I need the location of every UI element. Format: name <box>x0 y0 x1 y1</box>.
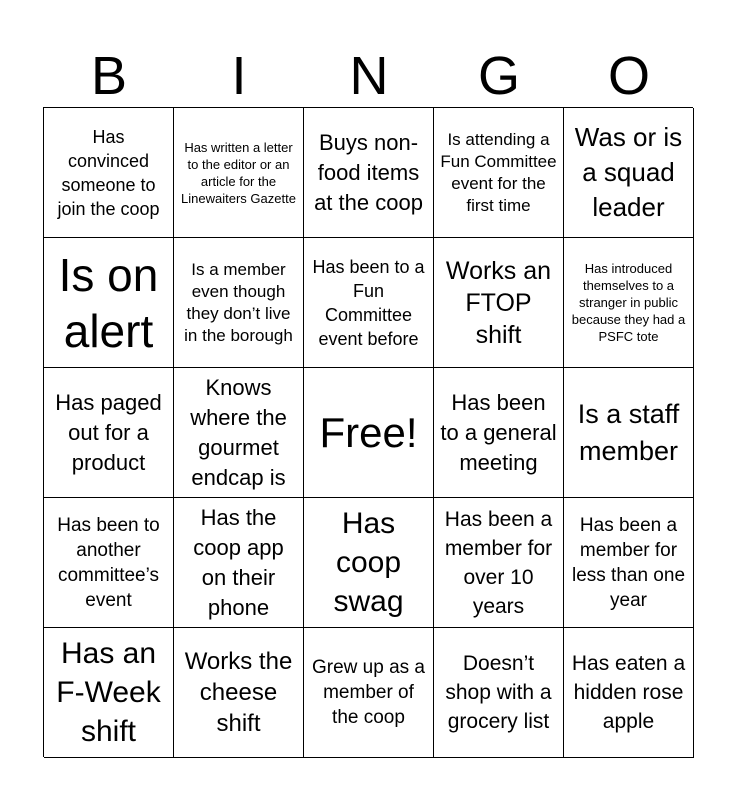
bingo-cell-text: Has been to a general meeting <box>440 389 557 475</box>
bingo-cell-r1c3[interactable] <box>304 108 434 238</box>
bingo-cell-r1c5[interactable] <box>564 108 694 238</box>
bingo-cell-text: Knows where the gourmet endcap is <box>190 374 287 490</box>
bingo-board <box>43 107 693 757</box>
bingo-cell-text: Has been a member for over 10 years <box>444 507 553 618</box>
bingo-cell-text: Is a member even though they don’t live in the borough <box>184 259 293 345</box>
bingo-cell-text: Was or is a squad leader <box>574 122 683 222</box>
header-letter-n: N <box>349 46 389 106</box>
bingo-cell-text: Has coop swag <box>333 507 404 618</box>
bingo-cell-text: Has introduced themselves to a stranger in public because they had a PSFC tote <box>571 261 686 344</box>
bingo-cell-r5c1[interactable] <box>44 628 174 758</box>
bingo-cell-text: Free! <box>319 408 418 456</box>
bingo-cell-r1c4[interactable] <box>434 108 564 238</box>
bingo-cell-r5c5[interactable] <box>564 628 694 758</box>
header-letter-b: B <box>90 46 128 106</box>
bingo-cell-r4c2[interactable] <box>174 498 304 628</box>
bingo-cell-text: Has paged out for a product <box>55 389 162 475</box>
bingo-cell-text: Has been to another committee’s event <box>57 514 160 611</box>
bingo-cell-r1c2[interactable] <box>174 108 304 238</box>
bingo-cell-r4c5[interactable] <box>564 498 694 628</box>
bingo-cell-r2c2[interactable] <box>174 238 304 368</box>
header-letter-o: O <box>607 46 650 106</box>
bingo-cell-text: Grew up as a member of the coop <box>312 657 425 728</box>
bingo-cell-text: Is attending a Fun Committee event for the first time <box>440 129 557 215</box>
bingo-cell-text: Has an F-Week shift <box>56 637 161 748</box>
bingo-cell-text: Has convinced someone to join the coop <box>57 126 160 219</box>
bingo-cell-r1c1[interactable] <box>44 108 174 238</box>
bingo-cell-r5c3[interactable] <box>304 628 434 758</box>
bingo-header <box>44 44 694 108</box>
bingo-cell-r4c1[interactable] <box>44 498 174 628</box>
bingo-cell-text: Works the cheese shift <box>184 648 293 737</box>
bingo-cell-r4c3[interactable] <box>304 498 434 628</box>
bingo-cell-r2c3[interactable] <box>304 238 434 368</box>
bingo-cell-text: Works an FTOP shift <box>445 256 552 349</box>
bingo-cell-r5c2[interactable] <box>174 628 304 758</box>
bingo-cell-text: Has the coop app on their phone <box>193 504 284 620</box>
bingo-cell-r2c4[interactable] <box>434 238 564 368</box>
header-letter-g: G <box>477 46 520 106</box>
bingo-cell-r4c4[interactable] <box>434 498 564 628</box>
bingo-cell-text: Has written a letter to the editor or an article for the Linewaiters Gazette <box>181 139 296 206</box>
bingo-cell-text: Has eaten a hidden rose apple <box>571 652 686 733</box>
bingo-cell-text: Has been to a Fun Committee event before <box>312 256 425 349</box>
header-letter-i: I <box>231 46 247 106</box>
bingo-cell-text: Has been a member for less than one year <box>571 514 686 611</box>
bingo-cell-r2c5[interactable] <box>564 238 694 368</box>
bingo-cell-r3c5[interactable] <box>564 368 694 498</box>
bingo-cell-r5c4[interactable] <box>434 628 564 758</box>
bingo-cell-text: Is on alert <box>58 248 159 357</box>
bingo-cell-text: Is a staff member <box>577 398 680 466</box>
bingo-cell-text: Buys non-food items at the coop <box>314 129 423 215</box>
bingo-cell-r2c1[interactable] <box>44 238 174 368</box>
bingo-cell-text: Doesn’t shop with a grocery list <box>445 652 552 733</box>
bingo-cell-r3c4[interactable] <box>434 368 564 498</box>
bingo-cell-free[interactable] <box>304 368 434 498</box>
bingo-cell-r3c1[interactable] <box>44 368 174 498</box>
bingo-cell-r3c2[interactable] <box>174 368 304 498</box>
